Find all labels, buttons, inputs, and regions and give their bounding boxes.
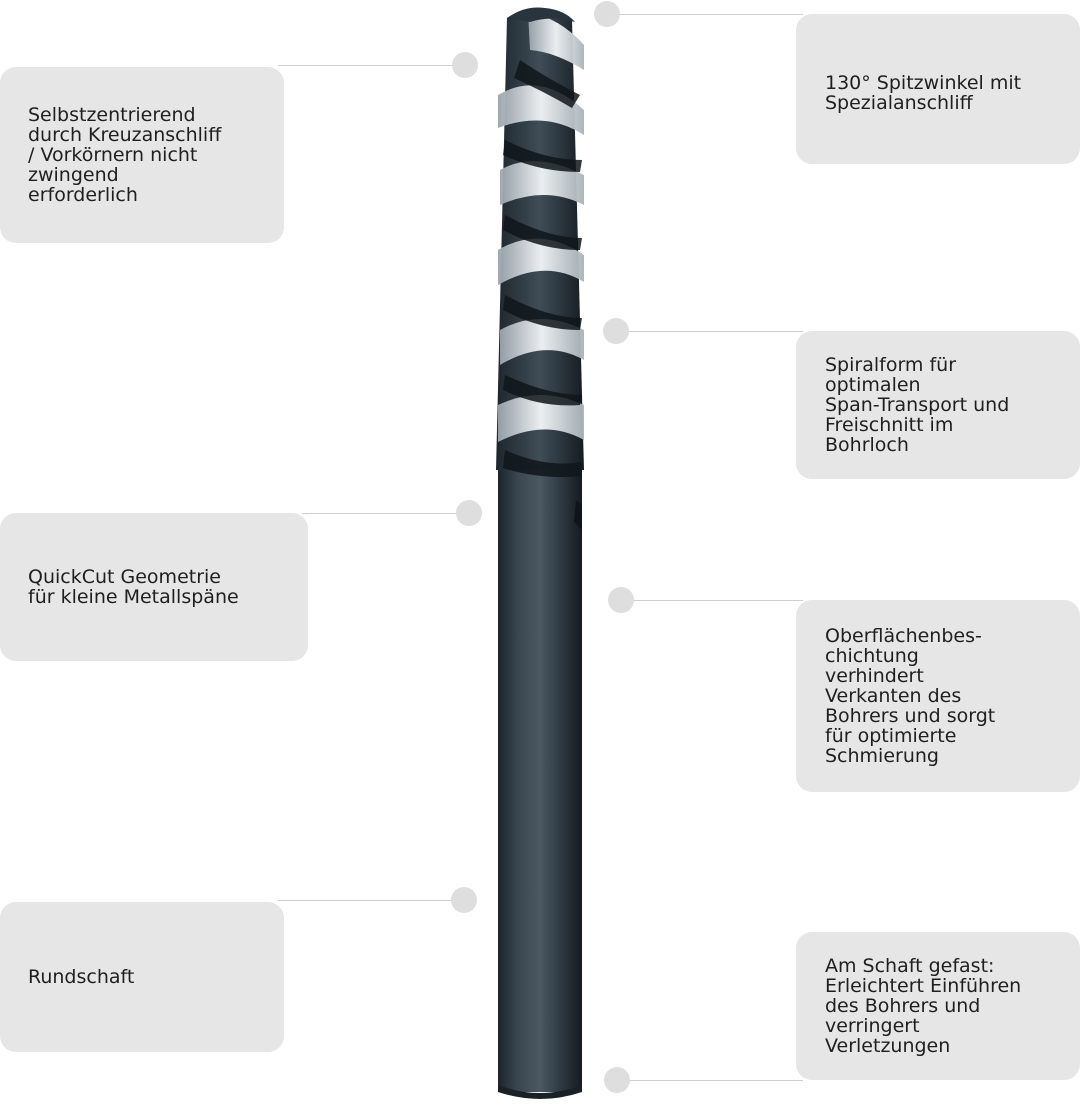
callout-text: QuickCut Geometrie für kleine Metallspäne	[28, 566, 239, 608]
callout-text: 130° Spitzwinkel mit Spezialanschliff	[825, 72, 1022, 114]
marker-dot	[594, 1, 620, 27]
marker-dot	[451, 887, 477, 913]
callout-quickcut	[0, 513, 308, 661]
callout-text: Selbstzentrierend durch Kreuzanschliff / Vorkörnern nicht zwingend erforderlich	[28, 104, 222, 206]
callout-text: Rundschaft	[28, 966, 135, 988]
marker-dot	[604, 1067, 630, 1093]
marker-dot	[452, 52, 478, 78]
callout-text: Am Schaft gefast: Erleichtert Einführen des Bohrers und verringert Verletzungen	[825, 955, 1022, 1057]
connector-line	[634, 600, 803, 601]
callout-round-shank	[0, 902, 284, 1052]
callout-chamfer	[796, 932, 1080, 1080]
connector-line	[278, 900, 466, 901]
connector-line	[278, 65, 466, 66]
connector-line	[613, 14, 803, 15]
callout-point-angle	[796, 14, 1080, 164]
callout-self-centering	[0, 67, 284, 243]
callout-coating	[796, 600, 1080, 792]
connector-line	[629, 331, 803, 332]
connector-line	[302, 513, 466, 514]
marker-dot	[603, 318, 629, 344]
callout-text: Spiralform für optimalen Span-Transport und Freischnitt im Bohrloch	[825, 354, 1010, 456]
drill-shank	[498, 470, 582, 1092]
marker-dot	[456, 500, 482, 526]
callout-spiral	[796, 331, 1080, 479]
marker-dot	[608, 587, 634, 613]
callout-text: Oberflächenbes- chichtung verhindert Verkanten des Bohrers und sorgt für optimierte Schmierung	[825, 625, 996, 767]
connector-line	[630, 1080, 803, 1081]
